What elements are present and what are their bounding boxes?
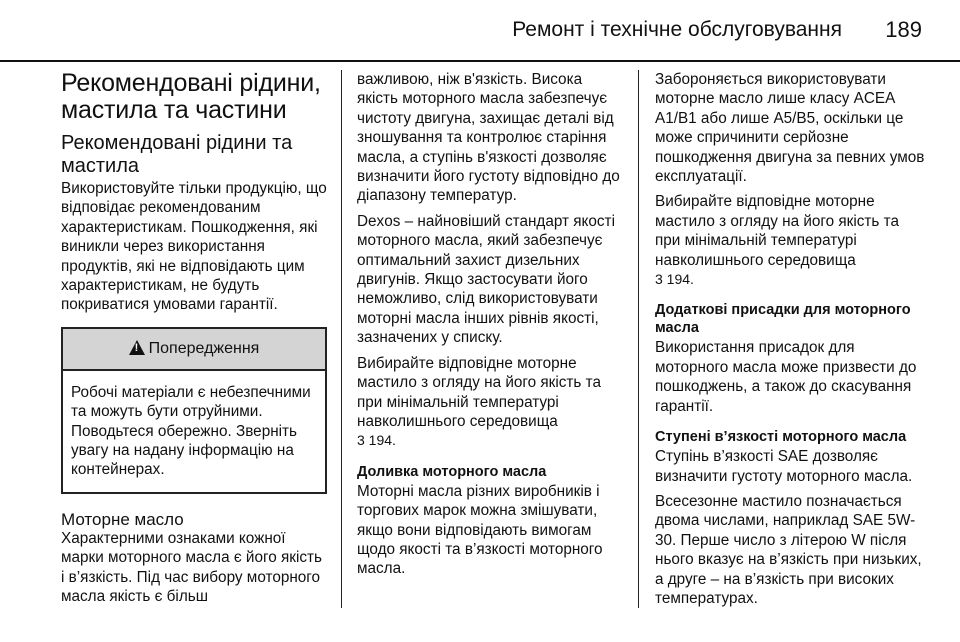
page-header	[0, 0, 960, 62]
warning-box	[61, 327, 327, 494]
column-divider	[638, 70, 639, 608]
warning-icon	[129, 340, 145, 355]
warning-title: Попередження	[148, 339, 260, 357]
column-3	[655, 70, 925, 614]
paragraph: Забороняється використовувати моторне масло лише класу ACEA A1/B1 або лише A5/B5, оскільки це може спричинити серйозне пошкодження двигуна за певних умов експлуатації.	[655, 71, 925, 186]
paragraph	[655, 192, 925, 289]
section-title: Рекомендовані рідини, мастила та частини	[61, 69, 321, 124]
warning-text: Робочі матеріали є небезпечними та можуть бути отруйними. Поводьтеся обережно. Зверніть увагу на надану інформацію на контейнерах.	[71, 383, 311, 479]
subsection-title: Рекомендовані рідини та мастила	[61, 132, 293, 177]
header-title: Ремонт і технічне обслуговування	[512, 18, 842, 41]
paragraph: Всесезонне мастило позначається двома числами, наприклад SAE 5W-30. Перше число з літерою W після нього вказує на в’язкість при низьких, а друге – на в’язкість при високих температурах.	[655, 492, 922, 607]
paragraph-text: Вибирайте відповідне моторне мастило з огляду на його якість та при мінімальній температурі навколишнього середовища	[655, 193, 899, 269]
subheading: Додаткові присадки для моторного масла	[655, 302, 911, 337]
paragraph: Використовуйте тільки продукцію, що відповідає рекомендованим характеристикам. Пошкодження, які виникли через використання продуктів, які не відповідають цим характеристикам, не будуть покриватися умовами гарантії.	[61, 180, 327, 314]
warning-header	[63, 329, 325, 371]
column-divider	[341, 70, 342, 608]
paragraph: Використання присадок для моторного масла може призвести до пошкоджень, а також до скасування гарантії.	[655, 339, 917, 415]
subsection-title: Моторне масло	[61, 509, 184, 529]
column-2	[357, 70, 627, 585]
page-reference: 3 194.	[357, 432, 396, 449]
page-reference: 3 194.	[655, 271, 694, 288]
paragraph: Ступінь в’язкості SAE дозволяє визначити густоту моторного масла.	[655, 448, 913, 485]
paragraph: Характерними ознаками кожної марки моторного масла є його якість і в’язкість. Під час вибору моторного масла якість є більш	[61, 529, 322, 606]
subheading: Ступені в’язкості моторного масла	[655, 429, 907, 446]
paragraph: Dexos – найновіший стандарт якості моторного масла, який забезпечує оптимальний захист дизельних двигунів. Якщо застосувати його неможливо, слід використовувати моторні масла інших рівнів якості, зазначених у списку.	[357, 212, 615, 347]
page-number: 189	[885, 17, 922, 42]
paragraph: важливою, ніж в'язкість. Висока якість моторного масла забезпечує чистоту двигуна, захищає деталі від зношування та контролює старіння масла, а ступінь в'язкості дозволяє визначити його густоту відповідно до діапазону температур.	[357, 71, 620, 205]
header-rule	[0, 60, 960, 62]
paragraph: Моторні масла різних виробників і торгових марок можна змішувати, якщо вони відповідають вимогам щодо якості та в’язкості моторного масла.	[357, 482, 603, 578]
paragraph	[357, 354, 627, 451]
paragraph-text: Вибирайте відповідне моторне мастило з огляду на його якість та при мінімальній температурі навколишнього середовища	[357, 354, 601, 430]
column-1	[61, 70, 327, 613]
subheading: Доливка моторного масла	[357, 463, 547, 480]
